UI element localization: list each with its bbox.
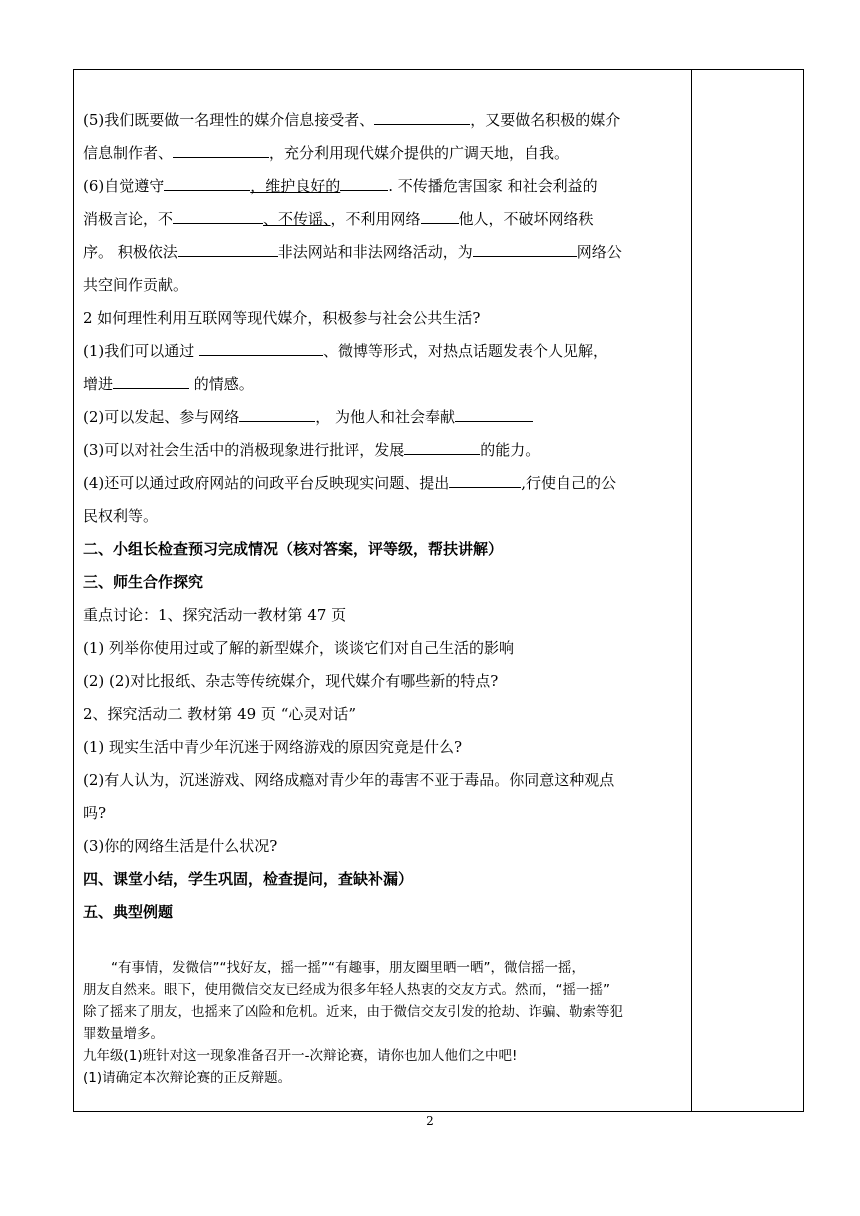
question-2: 2 如何理性利用互联网等现代媒介，积极参与社会公共生活? — [83, 309, 481, 327]
blank — [374, 105, 470, 125]
blank — [449, 468, 521, 488]
discussion-2-q1: (1) 现实生活中青少年沉迷于网络游戏的原因究竟是什么? — [83, 738, 463, 756]
item-6-line-1: (6)自觉遵守 ，维护良好的 . 不传播危害国家 和社会利益的 — [83, 170, 689, 203]
q2-item-4-line-1: (4)还可以通过政府网站的问政平台反映现实问题、提出 ,行使自己的公 — [83, 467, 689, 500]
example-question: (1)请确定本次辩论赛的正反辩题。 — [83, 1070, 292, 1086]
blank — [455, 402, 533, 422]
blank — [404, 435, 480, 455]
discussion-2-q2-line-2: 吗? — [83, 804, 107, 822]
discussion-1-q2: (2) (2)对比报纸、杂志等传统媒介，现代媒介有哪些新的特点? — [83, 672, 499, 690]
blank — [239, 402, 315, 422]
section-4-heading: 四、课堂小结，学生巩固，检查提问，查缺补漏） — [83, 870, 414, 888]
main-text — [83, 104, 689, 929]
q2-item-4-line-2: 民权利等。 — [83, 507, 159, 525]
discussion-2: 2、探究活动二 教材第 49 页 “心灵对话” — [83, 705, 357, 723]
q2-item-2: (2)可以发起、参与网络 ， 为他人和社会奉献 — [83, 401, 689, 434]
item-6-line-2: 消极言论，不 、不传谣、，不利用网络 他人，不破坏网络秩 — [83, 203, 689, 236]
section-5-heading: 五、典型例题 — [83, 903, 174, 921]
q2-item-1-line-1: (1)我们可以通过 、微博等形式，对热点话题发表个人见解， — [83, 335, 689, 368]
blank — [421, 204, 459, 224]
example-line: 罪数量增多。 — [83, 1026, 164, 1042]
example-passage — [83, 957, 687, 1089]
item-5-line-2: 信息制作者、 ，充分利用现代媒介提供的广调天地，自我。 — [83, 137, 689, 170]
section-3-heading: 三、师生合作探究 — [83, 573, 204, 591]
discussion-2-q2-line-1: (2)有人认为，沉迷游戏、网络成瘾对青少年的毒害不亚于毒品。你同意这种观点 — [83, 771, 615, 789]
blank — [173, 138, 269, 158]
blank — [173, 204, 263, 224]
blank — [340, 171, 388, 191]
item-6-line-3: 序。 积极依法 非法网站和非法网络活动，为 网络公 — [83, 236, 689, 269]
section-2-heading: 二、小组长检查预习完成情况（核对答案，评等级，帮扶讲解） — [83, 540, 504, 558]
example-line: “有事情，发微信”“找好友，摇一摇”“有趣事，朋友圈里晒一晒”，微信摇一摇， — [111, 960, 585, 976]
blank — [473, 237, 577, 257]
column-divider — [691, 69, 692, 1112]
blank — [164, 171, 250, 191]
discussion-1-q1: (1) 列举你使用过或了解的新型媒介，谈谈它们对自己生活的影响 — [83, 639, 515, 657]
example-line: 朋友自然来。眼下，使用微信交友已经成为很多年轻人热衷的交友方式。然而，“摇一摇” — [83, 982, 610, 998]
blank — [199, 336, 323, 356]
q2-item-1-line-2: 增进 的情感。 — [83, 368, 689, 401]
blank — [178, 237, 278, 257]
item-5-line-1: (5)我们既要做一名理性的媒介信息接受者、 ，又要做名积极的媒介 — [83, 104, 689, 137]
example-line: 九年级(1)班针对这一现象准备召开一-次辩论赛，请你也加人他们之中吧! — [83, 1048, 518, 1064]
blank — [113, 369, 189, 389]
item-6-line-4: 共空间作贡献。 — [83, 276, 189, 294]
page-number: 2 — [426, 1114, 434, 1128]
discussion-2-q3: (3)你的网络生活是什么状况? — [83, 837, 278, 855]
q2-item-3: (3)可以对社会生活中的消极现象进行批评，发展 的能力。 — [83, 434, 689, 467]
example-line: 除了摇来了朋友，也摇来了凶险和危机。近来，由于微信交友引发的抢劫、诈骗、勒索等犯 — [83, 1004, 623, 1020]
discussion-1: 重点讨论：1、探究活动一教材第 47 页 — [83, 606, 347, 624]
